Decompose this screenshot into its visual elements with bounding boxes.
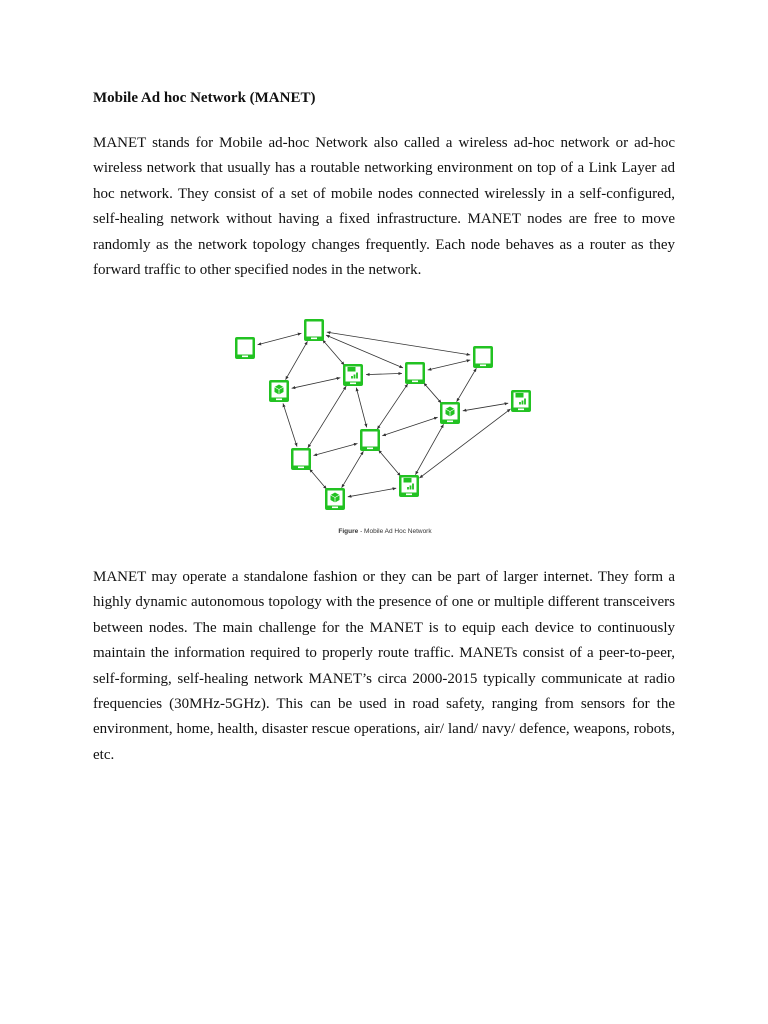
device-node-icon xyxy=(399,475,419,497)
document-title: Mobile Ad hoc Network (MANET) xyxy=(93,90,316,106)
network-link xyxy=(309,469,326,489)
network-link xyxy=(314,444,358,456)
paragraph-details: MANET may operate a standalone fashion or they can be part of larger internet. They form a highly dynamic autonomous topology with the presence of one or multiple different transceivers between nodes. The main challenge for the MANET is to equip each device to continuously maintain the information required to properly route traffic. MANETs consist of a peer-to-peer, self-forming, self-healing network MANET’s circa 2000-2015 typically communicate at radio frequencies (30MHz-5GHz). This can be used in road safety, ranging from sensors for the environment, home, health, disaster rescue operations, air/ land/ navy/ defence, weapons, robots, etc. xyxy=(93,569,675,763)
network-link xyxy=(308,386,346,448)
network-link xyxy=(258,333,302,344)
device-node-icon xyxy=(235,337,255,359)
manet-figure xyxy=(224,310,546,542)
network-link xyxy=(463,403,508,411)
device-node-icon xyxy=(291,448,311,470)
network-link xyxy=(342,451,364,488)
network-link xyxy=(424,383,442,403)
network-link xyxy=(327,332,470,355)
network-link xyxy=(457,368,477,402)
figure-caption xyxy=(224,528,546,535)
paragraph-intro: MANET stands for Mobile ad-hoc Network also called a wireless ad-hoc network or ad-hoc wireless network that usually has a routable networking environment on top of a Link Layer ad hoc network. They consist of a set of mobile nodes connected wirelessly in a self-configured, self-healing network without having a fixed infrastructure. MANET nodes are free to move randomly as the network topology changes frequently. Each node behaves as a router as they forward traffic to other specified nodes in the network. xyxy=(93,135,675,279)
network-link xyxy=(378,450,400,476)
network-link xyxy=(356,388,366,428)
device-node-icon xyxy=(304,319,324,341)
figure-caption-label: Figure xyxy=(338,528,359,535)
device-node-icon xyxy=(325,488,345,510)
device-node-icon xyxy=(440,402,460,424)
network-nodes xyxy=(235,319,531,510)
network-link xyxy=(326,335,403,368)
device-node-icon xyxy=(405,362,425,384)
network-link xyxy=(283,403,297,446)
figure-caption-text: - Mobile Ad Hoc Network xyxy=(358,528,432,535)
device-node-icon xyxy=(269,380,289,402)
network-edges xyxy=(258,332,511,497)
network-link xyxy=(286,341,308,379)
device-node-icon xyxy=(360,429,380,451)
network-link xyxy=(348,488,396,497)
network-link xyxy=(323,340,345,365)
network-diagram xyxy=(224,310,546,525)
device-node-icon xyxy=(511,390,531,412)
network-link xyxy=(428,360,471,370)
network-link xyxy=(382,417,437,436)
device-node-icon xyxy=(343,364,363,386)
network-link xyxy=(377,384,408,429)
network-link xyxy=(366,373,402,374)
network-link xyxy=(415,424,443,474)
device-node-icon xyxy=(473,346,493,368)
network-link xyxy=(292,378,341,389)
